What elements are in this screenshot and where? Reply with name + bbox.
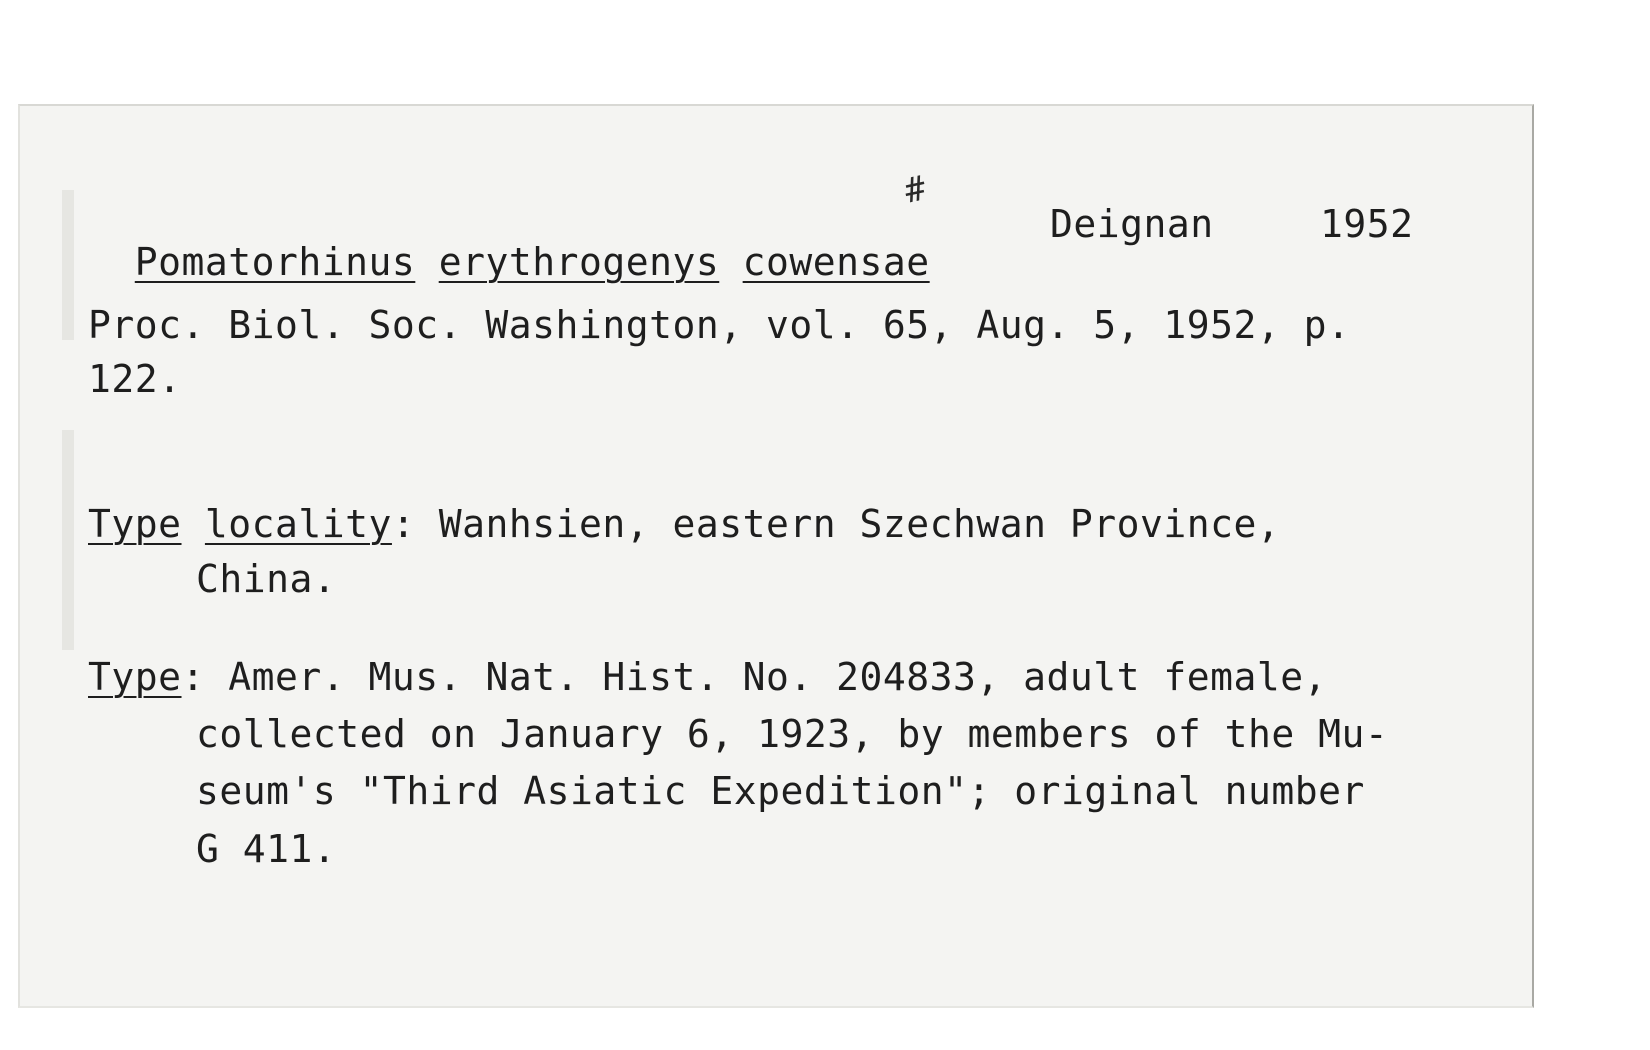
subspecies-name: cowensae	[742, 240, 930, 284]
citation-line-2: 122.	[88, 357, 182, 401]
type-colon: :	[181, 655, 205, 699]
citation-line-1: Proc. Biol. Soc. Washington, vol. 65, Aug. 5, 1952, p.	[88, 303, 1351, 347]
type-locality-label-word2: locality	[204, 502, 392, 546]
type-line-3: seum's "Third Asiatic Expedition"; original number	[196, 769, 1365, 813]
type-locality-label-word1: Type	[88, 502, 182, 546]
type-locality-line-1	[88, 502, 1281, 546]
author-name: Deignan	[1050, 202, 1214, 246]
type-line-2: collected on January 6, 1923, by members of the Mu-	[196, 712, 1389, 756]
genus-name: Pomatorhinus	[134, 240, 416, 284]
species-name: erythrogenys	[438, 240, 720, 284]
card-edge-mark	[62, 190, 74, 340]
type-locality-colon: :	[391, 502, 416, 546]
type-line-1	[88, 655, 1328, 699]
year: 1952	[1320, 202, 1414, 246]
type-locality-line-2: China.	[196, 557, 337, 601]
type-line-4: G 411.	[196, 827, 337, 871]
type-text: Amer. Mus. Nat. Hist. No. 204833, adult female,	[204, 655, 1328, 699]
type-locality-text: Wanhsien, eastern Szechwan Province,	[415, 502, 1281, 546]
taxon-name-line	[88, 205, 930, 284]
type-label: Type	[88, 655, 182, 699]
hash-mark: #	[901, 168, 930, 212]
card-edge-mark	[62, 430, 74, 650]
